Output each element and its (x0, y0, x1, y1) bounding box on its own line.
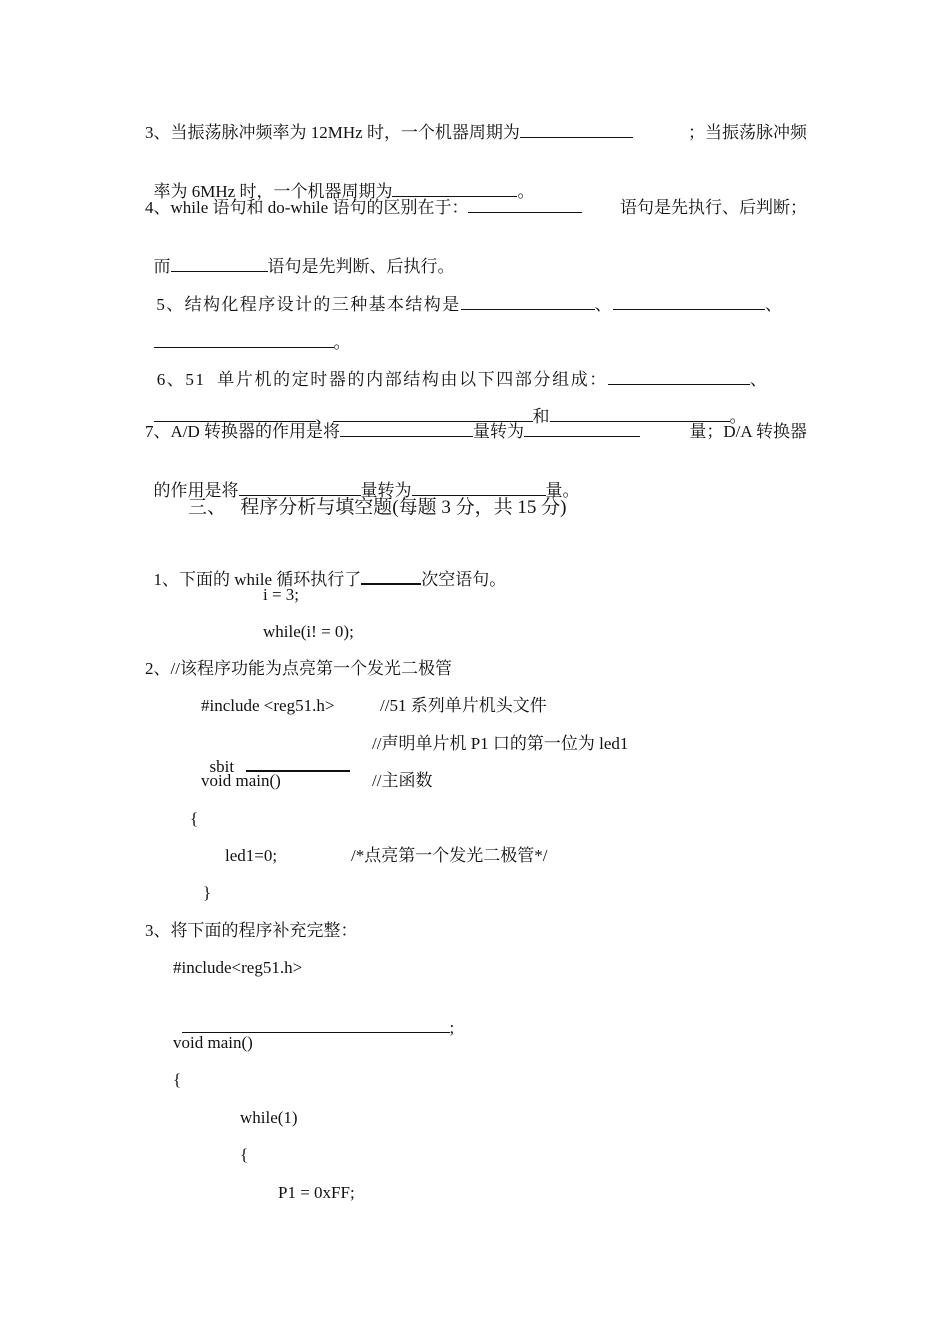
q7-text-f: 量。 (545, 481, 580, 500)
q5-text-c: 、 (765, 295, 784, 314)
answer-blank[interactable] (392, 181, 517, 197)
answer-blank[interactable] (550, 406, 730, 422)
code-line: led1=0; (225, 846, 278, 865)
code-brace: { (240, 1145, 249, 1164)
answer-blank[interactable] (520, 122, 633, 138)
answer-blank[interactable] (333, 406, 533, 422)
question-7-line-1 (145, 421, 807, 443)
code-line: while(1) (240, 1108, 298, 1127)
code-comment: /*点亮第一个发光二极管*/ (351, 846, 548, 865)
answer-blank[interactable] (461, 294, 595, 310)
answer-blank[interactable] (361, 568, 421, 585)
code-line: i = 3; (263, 585, 300, 604)
q5-text-b: 、 (594, 295, 614, 314)
code-brace: } (203, 883, 212, 902)
q3-text-b: ；当振荡脉冲频 (688, 123, 807, 142)
q7-text-c: 量；D/A 转换器 (689, 422, 807, 441)
q6-text-c: 、 (315, 407, 333, 426)
answer-blank[interactable] (171, 256, 268, 272)
question-4-line-1 (145, 197, 807, 219)
q6-text-a: 6、51 单片机的定时器的内部结构由以下四部分组成： (156, 370, 608, 389)
question-3-line-1 (145, 122, 807, 144)
q6-text-d: 和 (532, 407, 550, 426)
answer-blank[interactable] (154, 332, 334, 348)
q7-text-a: 7、A/D 转换器的作用是将 (145, 422, 341, 441)
p1-title-a: 1、下面的 while 循环执行了 (153, 570, 362, 589)
section-3-heading: 三、 程序分析与填空题(每题 3 分，共 15 分) (188, 497, 567, 518)
q4-text-a: 4、while 语句和 do-while 语句的区别在于： (145, 198, 469, 217)
program-question-3-title: 3、将下面的程序补充完整： (145, 921, 358, 940)
code-brace: { (190, 809, 199, 828)
q7-text-b: 量转为 (473, 422, 525, 441)
q3-text-a: 3、当振荡脉冲频率为 12MHz 时，一个机器周期为 (145, 123, 520, 142)
q4-text-d: 语句是先判断、后执行。 (267, 257, 455, 276)
q6-text-e: 。 (729, 407, 747, 426)
program-question-1-title (145, 546, 506, 591)
program-question-2-title: 2、//该程序功能为点亮第一个发光二极管 (145, 659, 452, 678)
code-line: void main() (201, 771, 281, 790)
q4-text-b: 语句是先执行、后判断； (620, 198, 807, 217)
code-line: void main() (173, 1033, 253, 1052)
q7-text-d: 的作用是将 (153, 481, 239, 500)
q4-text-c: 而 (153, 257, 171, 276)
semicolon: ; (449, 1018, 455, 1037)
answer-blank[interactable] (182, 1017, 450, 1033)
code-brace: { (173, 1070, 182, 1089)
question-7-line-2 (145, 458, 580, 502)
q5-text-d: 。 (333, 333, 351, 352)
q3-text-c: 率为 6MHz 时，一个机器周期为 (153, 182, 393, 201)
answer-blank[interactable] (340, 421, 473, 437)
code-line: P1 = 0xFF; (278, 1183, 355, 1202)
q5-text-a: 5、结构化程序设计的三种基本结构是 (156, 295, 461, 314)
code-line: while(i! = 0); (263, 622, 354, 641)
answer-blank[interactable] (524, 421, 640, 437)
answer-blank[interactable] (608, 369, 750, 385)
answer-blank[interactable] (239, 480, 361, 496)
q3-text-d: 。 (517, 182, 535, 201)
answer-blank[interactable] (412, 480, 546, 496)
code-comment: //声明单片机 P1 口的第一位为 led1 (372, 734, 629, 753)
sbit-keyword: sbit (209, 757, 235, 776)
code-line: #include<reg51.h> (173, 958, 303, 977)
answer-blank[interactable] (613, 294, 765, 310)
code-comment: //51 系列单片机头文件 (380, 696, 547, 715)
p1-title-b: 次空语句。 (421, 570, 507, 589)
code-line: #include <reg51.h> (201, 696, 335, 715)
code-comment: //主函数 (372, 771, 433, 790)
q7-text-e: 量转为 (360, 481, 412, 500)
answer-blank[interactable] (154, 406, 316, 422)
q6-text-b: 、 (749, 370, 769, 389)
answer-blank[interactable] (468, 197, 582, 213)
